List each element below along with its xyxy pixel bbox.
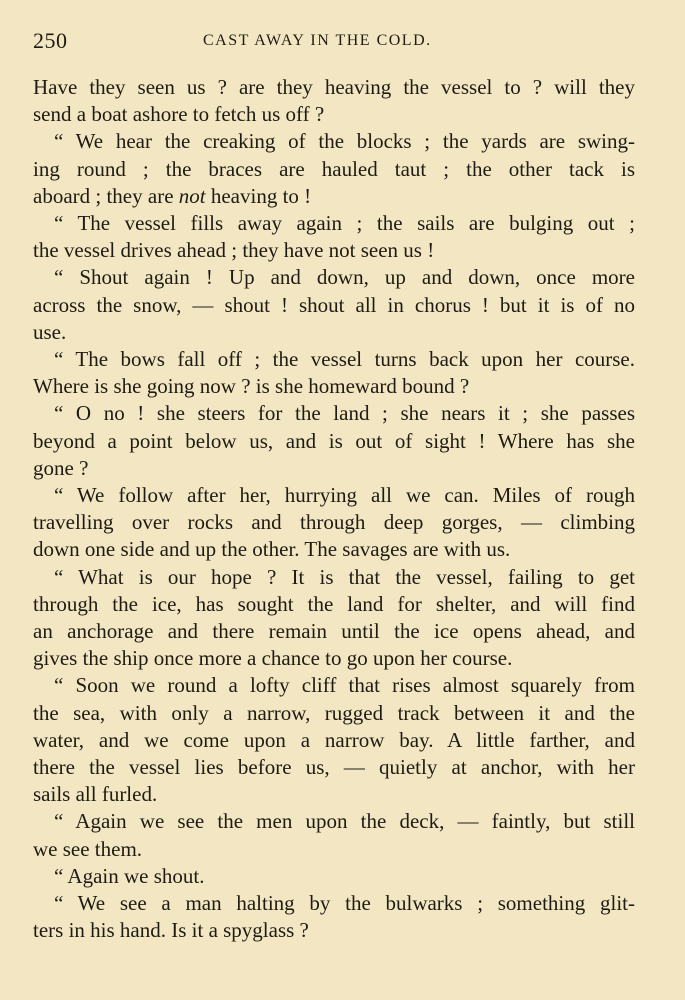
text-line: an anchorage and there remain until the ice opens ahead, and: [33, 619, 635, 644]
text-line: “ Shout again ! Up and down, up and down, once more: [54, 265, 635, 290]
text-line: ing round ; the braces are hauled taut ; the other tack is: [33, 156, 635, 181]
text-line: down one side and up the other. The savages are with us.: [33, 537, 511, 562]
text-line: “ What is our hope ? It is that the vessel, failing to get: [54, 564, 635, 589]
text-line: “ O no ! she steers for the land ; she nears it ; she passes: [54, 401, 635, 426]
text-line: “ We hear the creaking of the blocks ; the yards are swing-: [54, 129, 635, 154]
text-line: gives the ship once more a chance to go upon her course.: [33, 646, 513, 671]
text-line: use.: [33, 319, 67, 344]
text-line: the sea, with only a narrow, rugged track between it and the: [33, 700, 635, 725]
page-header: [33, 27, 645, 55]
text-line: we see them.: [33, 836, 143, 861]
text-line: beyond a point below us, and is out of sight ! Where has she: [33, 428, 635, 453]
text-line: “ Soon we round a lofty cliff that rises almost squarely from: [54, 673, 635, 698]
italic-emphasis: not: [178, 183, 206, 208]
line-suffix: heaving to !: [205, 183, 312, 208]
text-line: sails all furled.: [33, 782, 158, 807]
text-line: “ We follow after her, hurrying all we can. Miles of rough: [54, 483, 635, 508]
text-line: through the ice, has sought the land for shelter, and will find: [33, 591, 635, 616]
text-line: “ The bows fall off ; the vessel turns back upon her course.: [54, 347, 635, 372]
text-line: gone ?: [33, 455, 89, 480]
text-line: “ We see a man halting by the bulwarks ; something glit-: [54, 891, 635, 916]
text-line: the vessel drives ahead ; they have not seen us !: [33, 238, 435, 263]
line-prefix: aboard ; they are: [33, 183, 179, 208]
body-text: [33, 74, 635, 945]
text-line: ters in his hand. Is it a spyglass ?: [33, 918, 309, 943]
text-line: there the vessel lies before us, — quietly at anchor, with her: [33, 755, 635, 780]
text-line: across the snow, — shout ! shout all in chorus ! but it is of no: [33, 292, 635, 317]
text-line: “ The vessel fills away again ; the sails are bulging out ;: [54, 211, 635, 236]
text-line: travelling over rocks and through deep gorges, — climbing: [33, 510, 635, 535]
page-number: 250: [33, 28, 68, 53]
text-line: “ Again we see the men upon the deck, — faintly, but still: [54, 809, 635, 834]
text-line: water, and we come upon a narrow bay. A little farther, and: [33, 727, 635, 752]
running-head: CAST AWAY IN THE COLD.: [203, 32, 432, 49]
text-line: “ Again we shout.: [54, 863, 205, 888]
text-line: send a boat ashore to fetch us off ?: [33, 102, 325, 127]
text-line: Where is she going now ? is she homeward bound ?: [33, 374, 470, 399]
text-line-with-emphasis: [33, 183, 635, 210]
text-line: Have they seen us ? are they heaving the vessel to ? will they: [33, 75, 635, 99]
